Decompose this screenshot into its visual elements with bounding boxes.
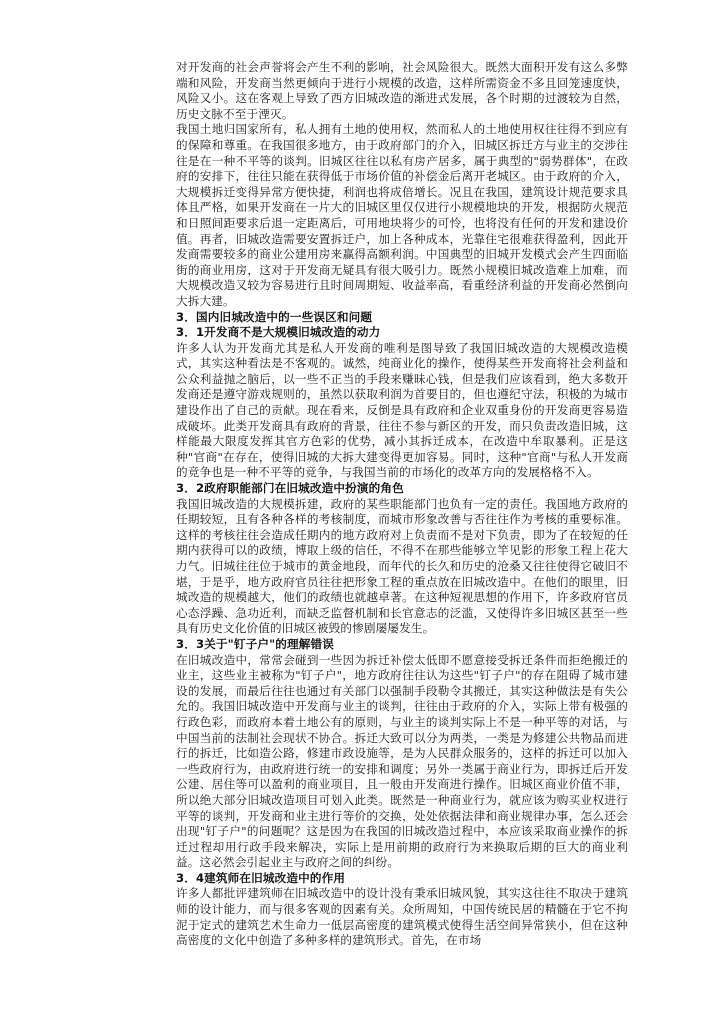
paragraph: 我国土地归国家所有，私人拥有土地的使用权，然而私人的土地使用权往往得不到应有的保障和尊重。在我国很多地方，由于政府部门的介入，旧城区拆迁方与业主的交涉往往是在一种不平等的谈判。旧城区往往以私有房产居多，属于典型的"弱势群体"，在政府的安排下，往往只能在获得低于市场价值的补偿金后离开老城区。由于政府的介入，大规模拆迁变得异常方便快捷，利润也将成倍增长。况且在我国，建筑设计规范要求具体且严格，如果开发商在一片大的旧城区里仅仅进行小规模地块的开发，根据防火规范和日照间距要求后退一定距离后，可用地块将少的可怜，也将没有任何的开发和建设价值。再者，旧城改造需要安置拆迁户，加上各种成本，光靠住宅很难获得盈利，因此开发商需要较多的商业公建用房来赢得高额利润。中国典型的旧城开发模式会产生四面临街的商业用房，这对于开发商无疑具有很大吸引力。既然小规模旧城改造难上加难，而大规模改造又较为容易进行且时间周期短、收益率高，看重经济利益的开发商必然倒向大拆大建。 — [176, 122, 628, 308]
section-heading: 3．国内旧城改造中的一些误区和问题 — [176, 309, 373, 324]
paragraph: 在旧城改造中，常常会碰到一些因为拆迁补偿太低即不愿意接受拆迁条件而拒绝搬迁的业主，这些业主被称为"钉子户"，地方政府往往认为这些"钉子户"的存在阻碍了城市建设的发展，而最后往往也通过有关部门以强制手段勒令其搬迁，其实这种做法是有失公允的。我国旧城改造中开发商与业主的谈判，往往由于政府的介入，实际上带有极强的行政色彩，而政府本着土地公有的原则，与业主的谈判实际上不是一种平等的对话，与中国当前的法制社会现状不协合。拆迁大致可以分为两类，一类是为修建公共物品而进行的拆迁，比如造公路，修建市政设施等，是为人民群众服务的，这样的拆迁可以加入一些政府行为，由政府进行统一的安排和调度；另外一类属于商业行为，即拆迁后开发公建、居住等可以盈利的商业项目，且一般由开发商进行操作。旧城区商业价值不菲，所以绝大部分旧城改造项目可划入此类。既然是一种商业行为，就应该为购买业权进行平等的谈判，开发商和业主进行等价的交换，处处依据法律和商业规律办事，怎么还会出现"钉子户"的问题呢？这是因为在我国的旧城改造过程中，本应该采取商业操作的拆迁过程却用行政手段来解决，实际上是用前期的政府行为来换取后期的巨大的商业利益。这必然会引起业主与政府之间的纠纷。 — [176, 652, 628, 870]
paragraph: 我国旧城改造的大规模拆建，政府的某些职能部门也负有一定的责任。我国地方政府的任期较短，且有各种各样的考核制度，而城市形象改善与否往往作为考核的重要标准。这样的考核往往会造成任期内的地方政府对上负责而不是对下负责，即为了在较短的任期内获得可以的政绩，博取上级的信任，不得不在那些能够立竿见影的形象工程上花大力气。旧城往往位于城市的黄金地段，而年代的长久和历史的沧桑又往往使得它破旧不堪，于是乎，地方政府官员往往把形象工程的重点放在旧城改造中。在他们的眼里，旧城改造的规模越大，他们的政绩也就越卓著。在这种短视思想的作用下，许多政府官员心态浮躁、急功近利，而缺乏监督机制和长官意志的泛滥，又使得许多旧城区甚至一些具有历史文化价值的旧城区被毁的惨剧屡屡发生。 — [176, 496, 628, 636]
subsection-heading: 3．4建筑师在旧城改造中的作用 — [176, 870, 346, 885]
paragraph: 许多人都批评建筑师在旧城改造中的设计没有秉承旧城风貌，其实这往往不取决于建筑师的设计能力，而与很多客观的因素有关。众所周知，中国传统民居的精髓在于它不拘泥于定式的建筑艺术生命力一低层高密度的建筑模式使得生活空间异常狭小，但在这种高密度的文化中创造了多种多样的建筑形式。首先，在市场 — [176, 886, 628, 948]
paragraph: 对开发商的社会声誉将会产生不利的影响，社会风险很大。既然大面积开发有这么多弊端和风险，开发商当然更倾向于进行小规模的改造，这样所需资金不多且回笼速度快，风险又小。这在客观上导致了西方旧城改造的渐进式发展，各个时期的过渡较为自然，历史文脉不至于湮灭。 — [176, 60, 628, 121]
document-page — [176, 60, 628, 949]
subsection-heading: 3．1开发商不是大规模旧城改造的动力 — [176, 325, 381, 340]
subsection-heading: 3．3关于"钉子户"的理解错误 — [176, 636, 334, 651]
subsection-heading: 3．2政府职能部门在旧城改造中扮演的角色 — [176, 481, 404, 496]
paragraph: 许多人认为开发商尤其是私人开发商的唯利是图导致了我国旧城改造的大规模改造模式，其实这种看法是不客观的。诚然，纯商业化的操作，使得某些开发商将社会利益和公众利益抛之脑后，以一些不正当的手段来赚昧心钱，但是我们应该看到，绝大多数开发商还是遵守游戏规则的，虽然以获取利润为首要目的，但也遵纪守法，积极的为城市建设作出了自己的贡献。现在看来，反倒是具有政府和企业双重身份的开发商更容易造成破坏。此类开发商具有政府的背景，往往不参与新区的开发，而只负责改造旧城，这样能最大限度发挥其官方色彩的优势，减小其拆迁成本，在改造中牟取暴利。正是这种"官商"在存在，使得旧城的大拆大建变得更加容易。同时，这种"官商"与私人开发商的竞争也是一种不平等的竞争，与我国当前的市场化的改革方向的发展格格不入。 — [176, 340, 628, 480]
